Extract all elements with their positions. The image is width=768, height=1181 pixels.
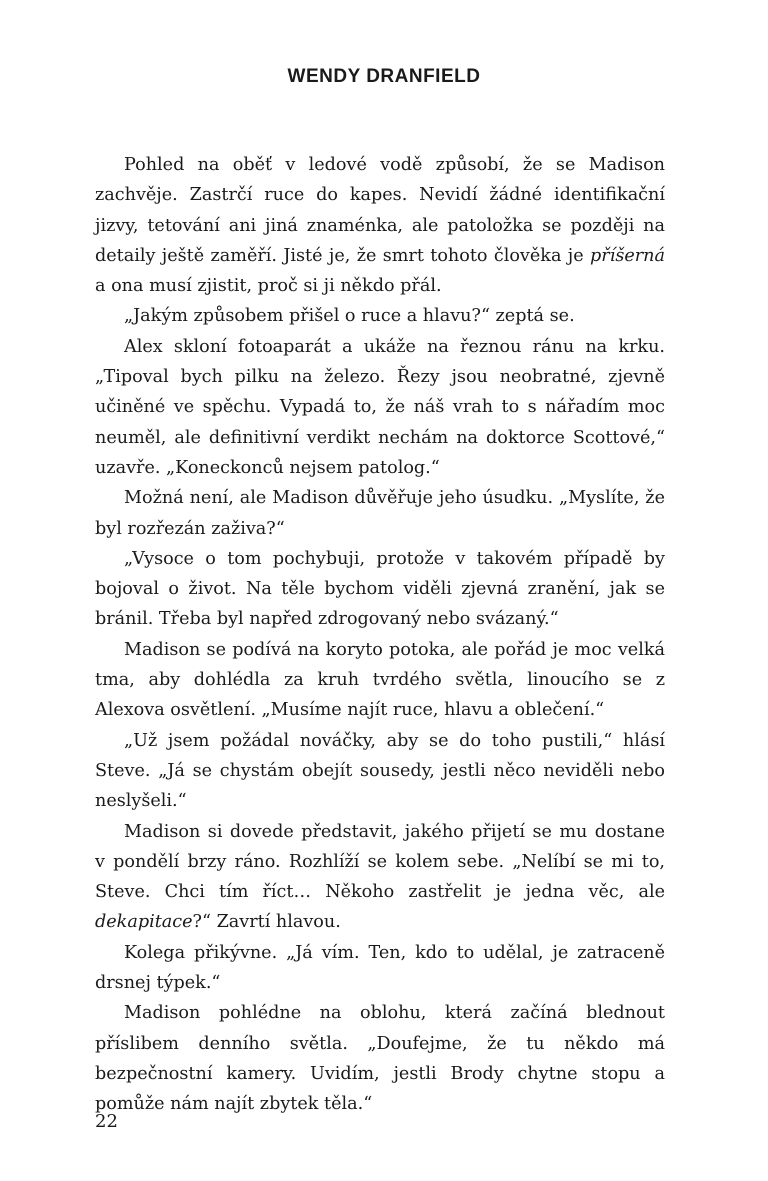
- text-run: a ona musí zjistit, proč si ji někdo přál.: [95, 276, 442, 297]
- text-run: Madison si dovede představit, jakého přijetí se mu dostane v pondělí brzy ráno. Rozhlíží se kolem sebe. „Nelíbí se mi to, Steve. Chci tím říct… Někoho zastřelit je jedna věc, ale: [95, 821, 665, 903]
- text-run: Alex skloní fotoaparát a ukáže na řeznou ránu na krku. „Tipoval bych pilku na železo. Řezy jsou neobratné, zjevně učiněné ve spěchu. Vypadá to, že náš vrah to s nářadím moc neuměl, ale definitivní verdikt nechám na doktorce Scottové,“ uzavře. „Koneckonců nejsem patolog.“: [95, 336, 665, 478]
- paragraph: [95, 544, 665, 635]
- page-number: 22: [95, 1111, 118, 1132]
- text-run: „Už jsem požádal nováčky, aby se do toho pustili,“ hlásí Steve. „Já se chystám obejít sousedy, jestli něco neviděli nebo neslyšeli.“: [95, 730, 665, 812]
- paragraph: [95, 998, 665, 1119]
- text-run: Možná není, ale Madison důvěřuje jeho úsudku. „Myslíte, že byl rozřezán zaživa?“: [95, 488, 665, 539]
- paragraph: [95, 332, 665, 483]
- text-run: „Jakým způsobem přišel o ruce a hlavu?“ zeptá se.: [124, 306, 575, 327]
- paragraph: [95, 635, 665, 726]
- paragraph: [95, 483, 665, 544]
- paragraph: [95, 817, 665, 938]
- text-run: Madison se podívá na koryto potoka, ale pořád je moc velká tma, aby dohlédla za kruh tvrdého světla, linoucího se z Alexova osvětlení. „Musíme najít ruce, hlavu a oblečení.“: [95, 639, 665, 721]
- text-run: Pohled na oběť v ledové vodě způsobí, že se Madison zachvěje. Zastrčí ruce do kapes. Nevidí žádné identifikační jizvy, tetování ani jiná znaménka, ale patoložka se později na detaily ještě zaměří. Jisté je, že smrt tohoto člověka je: [95, 155, 665, 266]
- text-run: Kolega přikývne. „Já vím. Ten, kdo to udělal, je zatraceně drsnej týpek.“: [95, 942, 665, 994]
- paragraph: [95, 150, 665, 301]
- body-text: [95, 150, 665, 1120]
- paragraph: [95, 301, 665, 331]
- running-head-author: WENDY DRANFIELD: [287, 66, 481, 87]
- italic-text-run: dekapitace: [95, 912, 193, 933]
- paragraph: [95, 726, 665, 817]
- text-run: „Vysoce o tom pochybuji, protože v takovém případě by bojoval o život. Na těle bychom viděli zjevná zranění, jak se bránil. Třeba byl napřed zdrogovaný nebo svázaný.“: [95, 548, 665, 630]
- text-run: Madison pohlédne na oblohu, která začíná blednout příslibem denního světla. „Doufejme, že tu někdo má bezpečnostní kamery. Uvidím, jestli Brody chytne stopu a pomůže nám najít zbytek těla.“: [95, 1003, 665, 1115]
- text-run: ?“ Zavrtí hlavou.: [192, 912, 341, 933]
- paragraph: [95, 938, 665, 999]
- italic-text-run: příšerná: [590, 245, 665, 266]
